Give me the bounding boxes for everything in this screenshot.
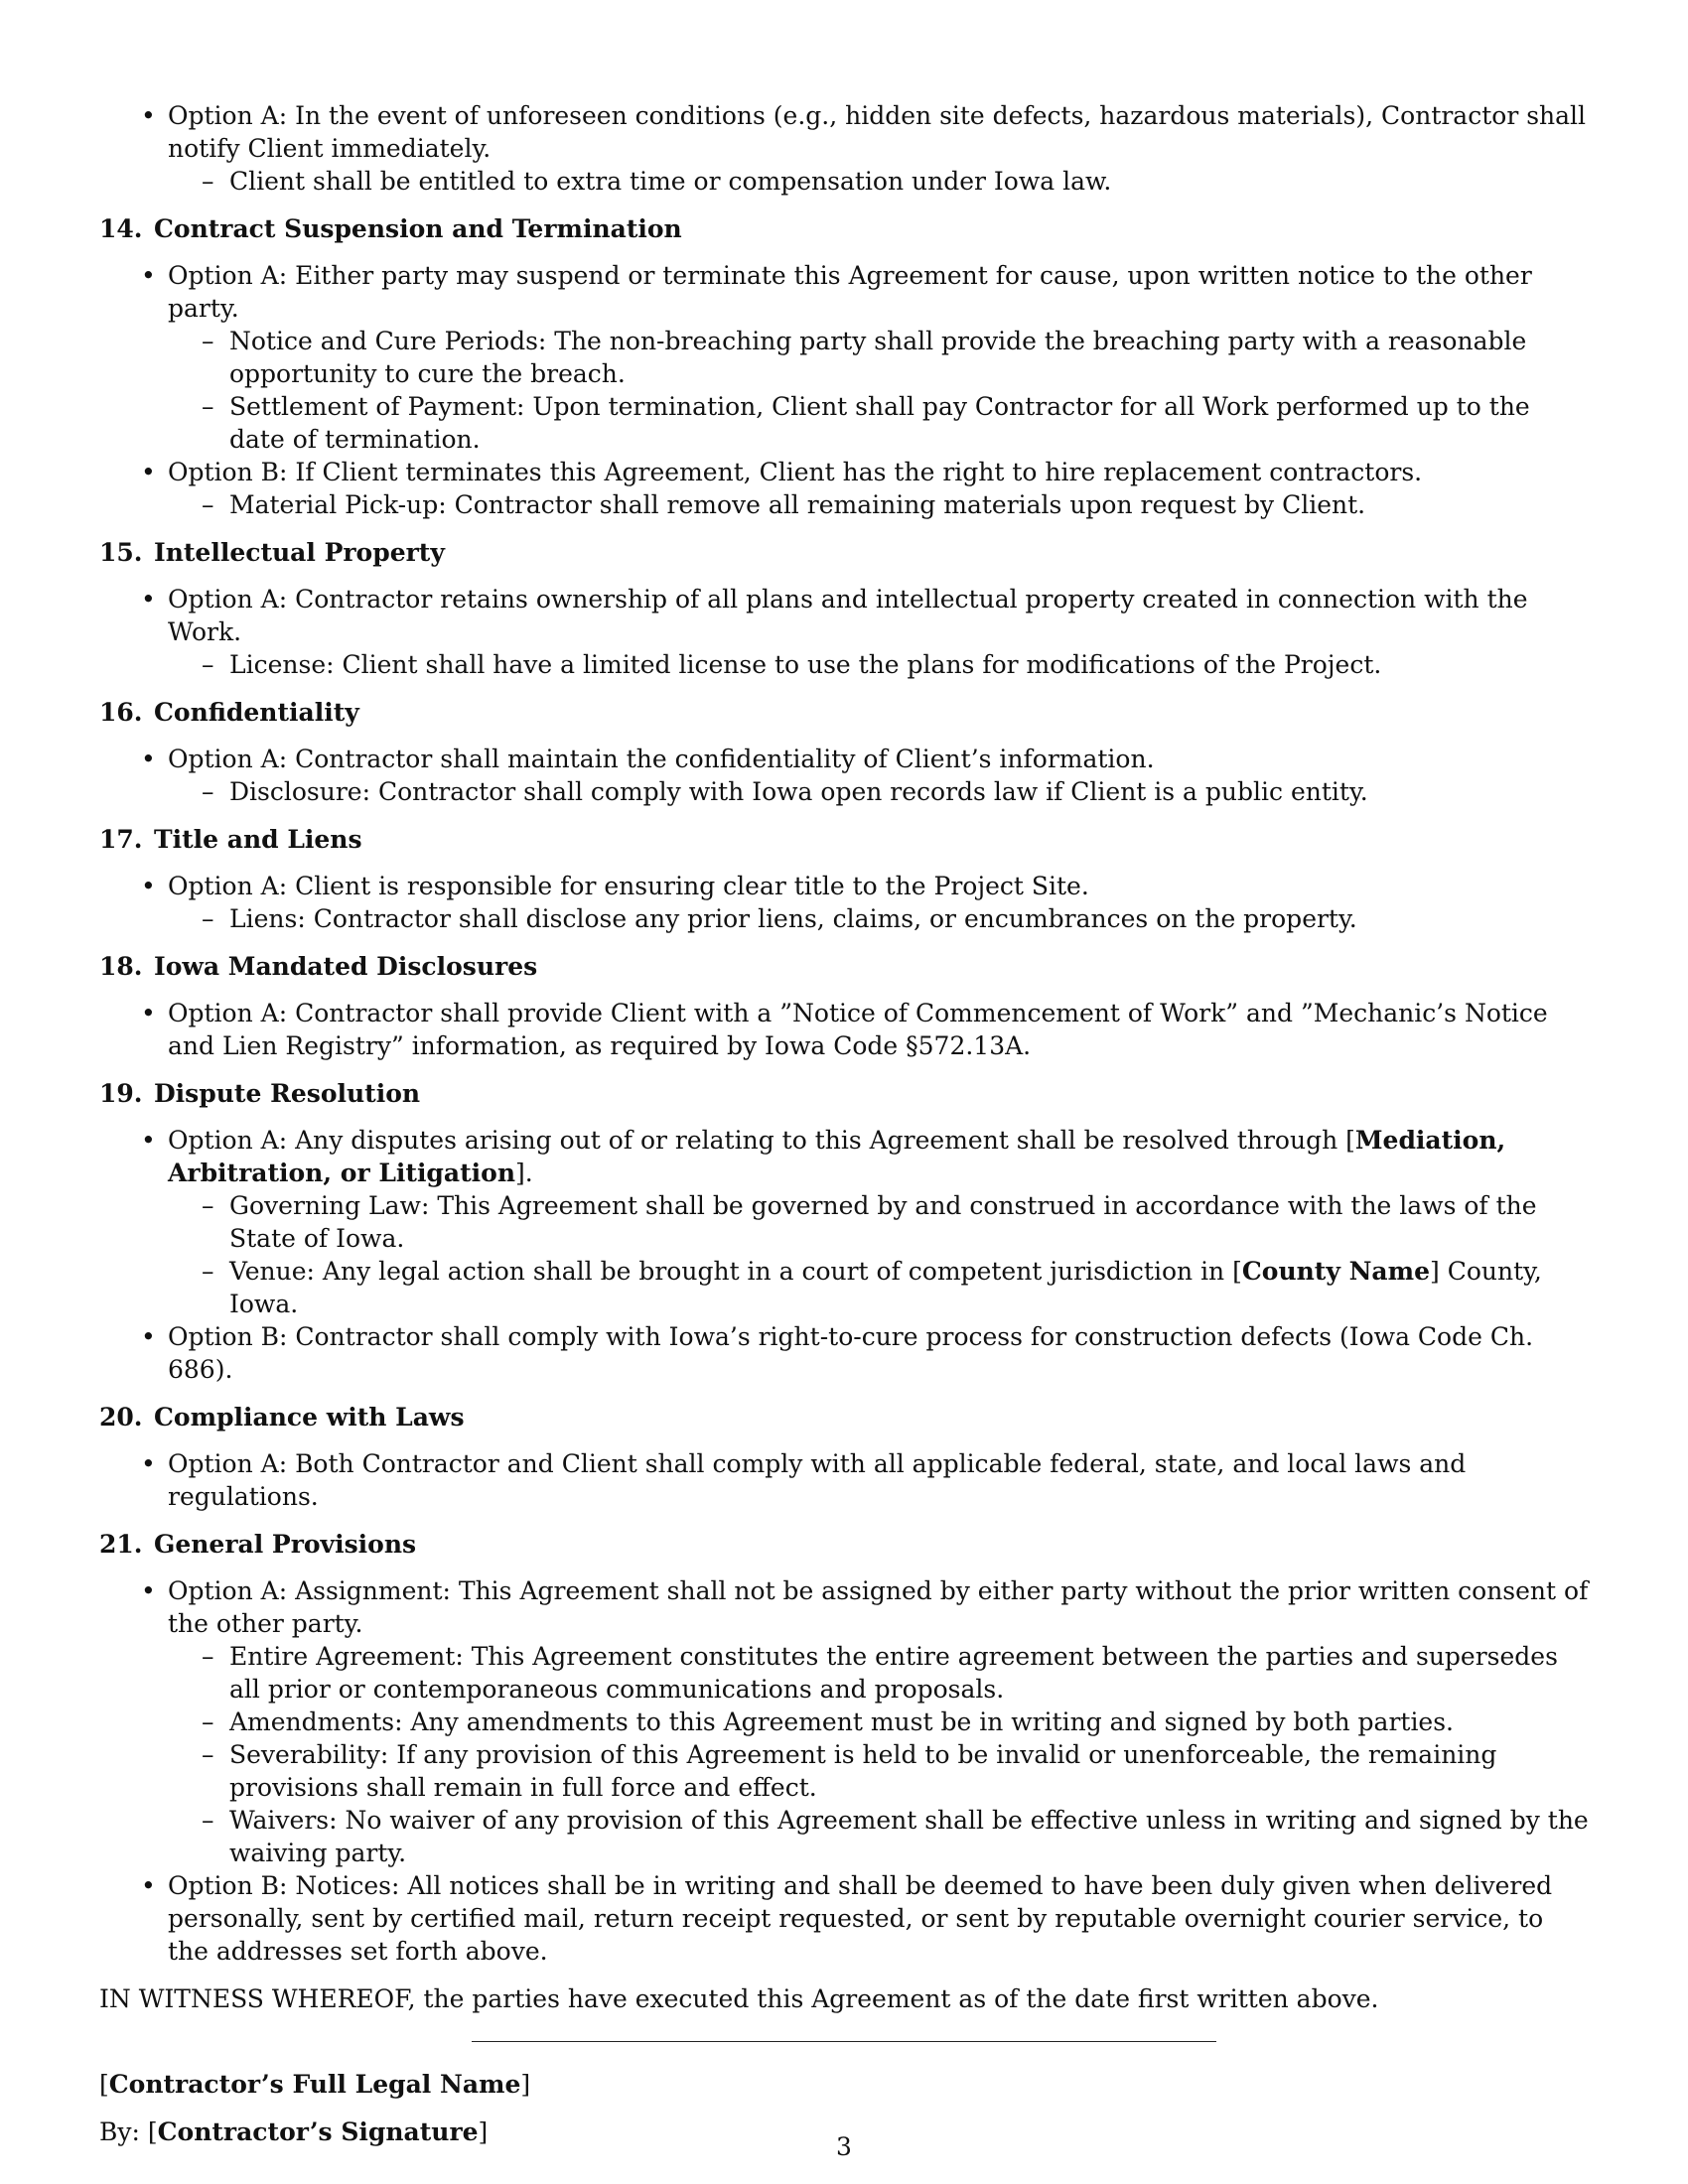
- section-19: [99, 1077, 1589, 1386]
- section-17-option-a-text: Option A: Client is responsible for ensuring clear title to the Project Site.: [168, 872, 1089, 900]
- section-16-option-a: [99, 743, 1589, 808]
- witness-clause: IN WITNESS WHEREOF, the parties have executed this Agreement as of the date first written above.: [99, 1984, 1379, 2013]
- section-19-venue-prefix: Venue: Any legal action shall be brought in a court of competent jurisdiction in [: [229, 1257, 1242, 1286]
- contractor-name-close: ]: [520, 2070, 531, 2099]
- section-14-option-a: [99, 259, 1589, 456]
- intro-option-a-text: Option A: In the event of unforeseen conditions (e.g., hidden site defects, hazardous materials), Contractor shall notify Client immediately.: [168, 101, 1587, 163]
- section-16-options: [99, 743, 1589, 808]
- section-14-number: 14.: [99, 214, 143, 243]
- section-16-disclosure: – Disclosure: Contractor shall comply with Iowa open records law if Client is a public entity.: [168, 775, 1589, 808]
- section-15-options: [99, 583, 1589, 681]
- section-14-options: [99, 259, 1589, 521]
- section-21-title: General Provisions: [154, 1530, 417, 1559]
- section-16-heading: [99, 696, 1589, 729]
- section-19-options: [99, 1124, 1589, 1386]
- section-19-heading: [99, 1077, 1589, 1110]
- section-19-option-a: [99, 1124, 1589, 1320]
- section-21-waivers: – Waivers: No waiver of any provision of this Agreement shall be effective unless in writing and signed by the waiving party.: [168, 1804, 1589, 1869]
- section-17-heading: [99, 823, 1589, 856]
- section-14-option-b: [99, 456, 1589, 521]
- by-close: ]: [478, 2117, 489, 2146]
- section-21-option-a-subs: [168, 1640, 1589, 1869]
- section-15-option-a: [99, 583, 1589, 681]
- section-15: [99, 536, 1589, 681]
- section-16-option-a-subs: [168, 775, 1589, 808]
- section-17-liens: – Liens: Contractor shall disclose any prior liens, claims, or encumbrances on the property.: [168, 902, 1589, 935]
- section-17-number: 17.: [99, 825, 143, 854]
- section-18: [99, 950, 1589, 1062]
- section-16-number: 16.: [99, 698, 143, 727]
- section-14-title: Contract Suspension and Termination: [154, 214, 682, 243]
- section-14-option-a-subs: [168, 325, 1589, 456]
- section-20-options: [99, 1447, 1589, 1513]
- contractor-name-line: [99, 2068, 1589, 2101]
- section-15-option-a-text: Option A: Contractor retains ownership of all plans and intellectual property created in connection with the Work.: [168, 585, 1528, 646]
- intro-sub-item: – Client shall be entitled to extra time or compensation under Iowa law.: [168, 165, 1589, 198]
- section-15-title: Intellectual Property: [154, 538, 445, 567]
- section-20-heading: [99, 1401, 1589, 1433]
- section-21-entire-agreement: – Entire Agreement: This Agreement constitutes the entire agreement between the parties and supersedes all prior or contemporaneous communications and proposals.: [168, 1640, 1589, 1706]
- section-14-option-a-text: Option A: Either party may suspend or terminate this Agreement for cause, upon written notice to the other party.: [168, 261, 1532, 323]
- section-19-option-a-suffix: ].: [515, 1159, 533, 1187]
- intro-option-a: [99, 99, 1589, 198]
- section-18-title: Iowa Mandated Disclosures: [154, 952, 538, 981]
- section-20-title: Compliance with Laws: [154, 1403, 465, 1432]
- section-21-option-a-text: Option A: Assignment: This Agreement shall not be assigned by either party without the prior written consent of the other party.: [168, 1576, 1589, 1638]
- page-number: 3: [836, 2132, 852, 2161]
- section-17-option-a-subs: [168, 902, 1589, 935]
- section-18-option-a: [99, 997, 1589, 1062]
- contractor-name-open: [: [99, 2070, 109, 2099]
- section-15-option-a-subs: [168, 648, 1589, 681]
- section-19-resolution-placeholder: Mediation, Arbitration, or Litigation: [168, 1126, 1506, 1187]
- section-14-notice-cure: – Notice and Cure Periods: The non-breaching party shall provide the breaching party with a reasonable opportunity to cure the breach.: [168, 325, 1589, 390]
- section-21: [99, 1528, 1589, 1968]
- section-14-option-b-subs: [168, 488, 1589, 521]
- section-20: [99, 1401, 1589, 1513]
- section-21-number: 21.: [99, 1530, 143, 1559]
- section-14-heading: [99, 212, 1589, 245]
- section-14-option-b-text: Option B: If Client terminates this Agreement, Client has the right to hire replacement contractors.: [168, 458, 1423, 486]
- section-21-options: [99, 1574, 1589, 1968]
- section-21-option-a: [99, 1574, 1589, 1869]
- section-15-heading: [99, 536, 1589, 569]
- section-18-options: [99, 997, 1589, 1062]
- section-19-option-a-subs: [168, 1189, 1589, 1320]
- section-18-option-a-text: Option A: Contractor shall provide Client with a ”Notice of Commencement of Work” and ”Mechanic’s Notice and Lien Registry” information, as required by Iowa Code §572.13A.: [168, 999, 1548, 1060]
- section-17-options: [99, 870, 1589, 935]
- section-19-governing-law: – Governing Law: This Agreement shall be governed by and construed in accordance with the laws of the State of Iowa.: [168, 1189, 1589, 1255]
- contractor-signature-placeholder: Contractor’s Signature: [157, 2117, 479, 2146]
- section-20-option-a: [99, 1447, 1589, 1513]
- section-20-number: 20.: [99, 1403, 143, 1432]
- section-21-option-b-text: Option B: Notices: All notices shall be in writing and shall be deemed to have been duly given when delivered personally, sent by certified mail, return receipt requested, or sent by reputable overnight courier service, to the addresses set forth above.: [168, 1871, 1553, 1966]
- section-21-heading: [99, 1528, 1589, 1561]
- section-19-option-a-prefix: Option A: Any disputes arising out of or relating to this Agreement shall be resolved through [: [168, 1126, 1355, 1155]
- section-16-title: Confidentiality: [154, 698, 359, 727]
- section-19-venue: [168, 1255, 1589, 1320]
- signature-line: [472, 2041, 1216, 2042]
- intro-sub-list: [168, 165, 1589, 198]
- section-21-option-b: [99, 1869, 1589, 1968]
- by-label: By:: [99, 2117, 148, 2146]
- section-18-heading: [99, 950, 1589, 983]
- section-14: [99, 212, 1589, 521]
- section-16-option-a-text: Option A: Contractor shall maintain the confidentiality of Client’s information.: [168, 745, 1155, 773]
- section-15-number: 15.: [99, 538, 143, 567]
- section-14-material-pickup: – Material Pick-up: Contractor shall remove all remaining materials upon request by Client.: [168, 488, 1589, 521]
- section-19-option-b-text: Option B: Contractor shall comply with Iowa’s right-to-cure process for construction defects (Iowa Code Ch. 686).: [168, 1322, 1534, 1384]
- section-19-number: 19.: [99, 1079, 143, 1108]
- section-17-title: Title and Liens: [154, 825, 362, 854]
- section-19-option-b: [99, 1320, 1589, 1386]
- section-17: [99, 823, 1589, 935]
- section-15-license: – License: Client shall have a limited license to use the plans for modifications of the Project.: [168, 648, 1589, 681]
- section-17-option-a: [99, 870, 1589, 935]
- document-page: [99, 99, 1589, 2148]
- section-20-option-a-text: Option A: Both Contractor and Client shall comply with all applicable federal, state, and local laws and regulations.: [168, 1449, 1467, 1511]
- contractor-name-placeholder: Contractor’s Full Legal Name: [108, 2070, 521, 2099]
- section-21-severability: – Severability: If any provision of this Agreement is held to be invalid or unenforceable, the remaining provisions shall remain in full force and effect.: [168, 1738, 1589, 1804]
- intro-bullets: [99, 99, 1589, 198]
- section-18-number: 18.: [99, 952, 143, 981]
- section-19-venue-suffix: ] County, Iowa.: [229, 1257, 1542, 1318]
- section-21-amendments: – Amendments: Any amendments to this Agreement must be in writing and signed by both parties.: [168, 1706, 1589, 1738]
- section-19-county-placeholder: County Name: [1241, 1257, 1430, 1286]
- by-open: [: [147, 2117, 158, 2146]
- section-14-settlement: – Settlement of Payment: Upon termination, Client shall pay Contractor for all Work performed up to the date of termination.: [168, 390, 1589, 456]
- section-16: [99, 696, 1589, 808]
- section-19-title: Dispute Resolution: [154, 1079, 421, 1108]
